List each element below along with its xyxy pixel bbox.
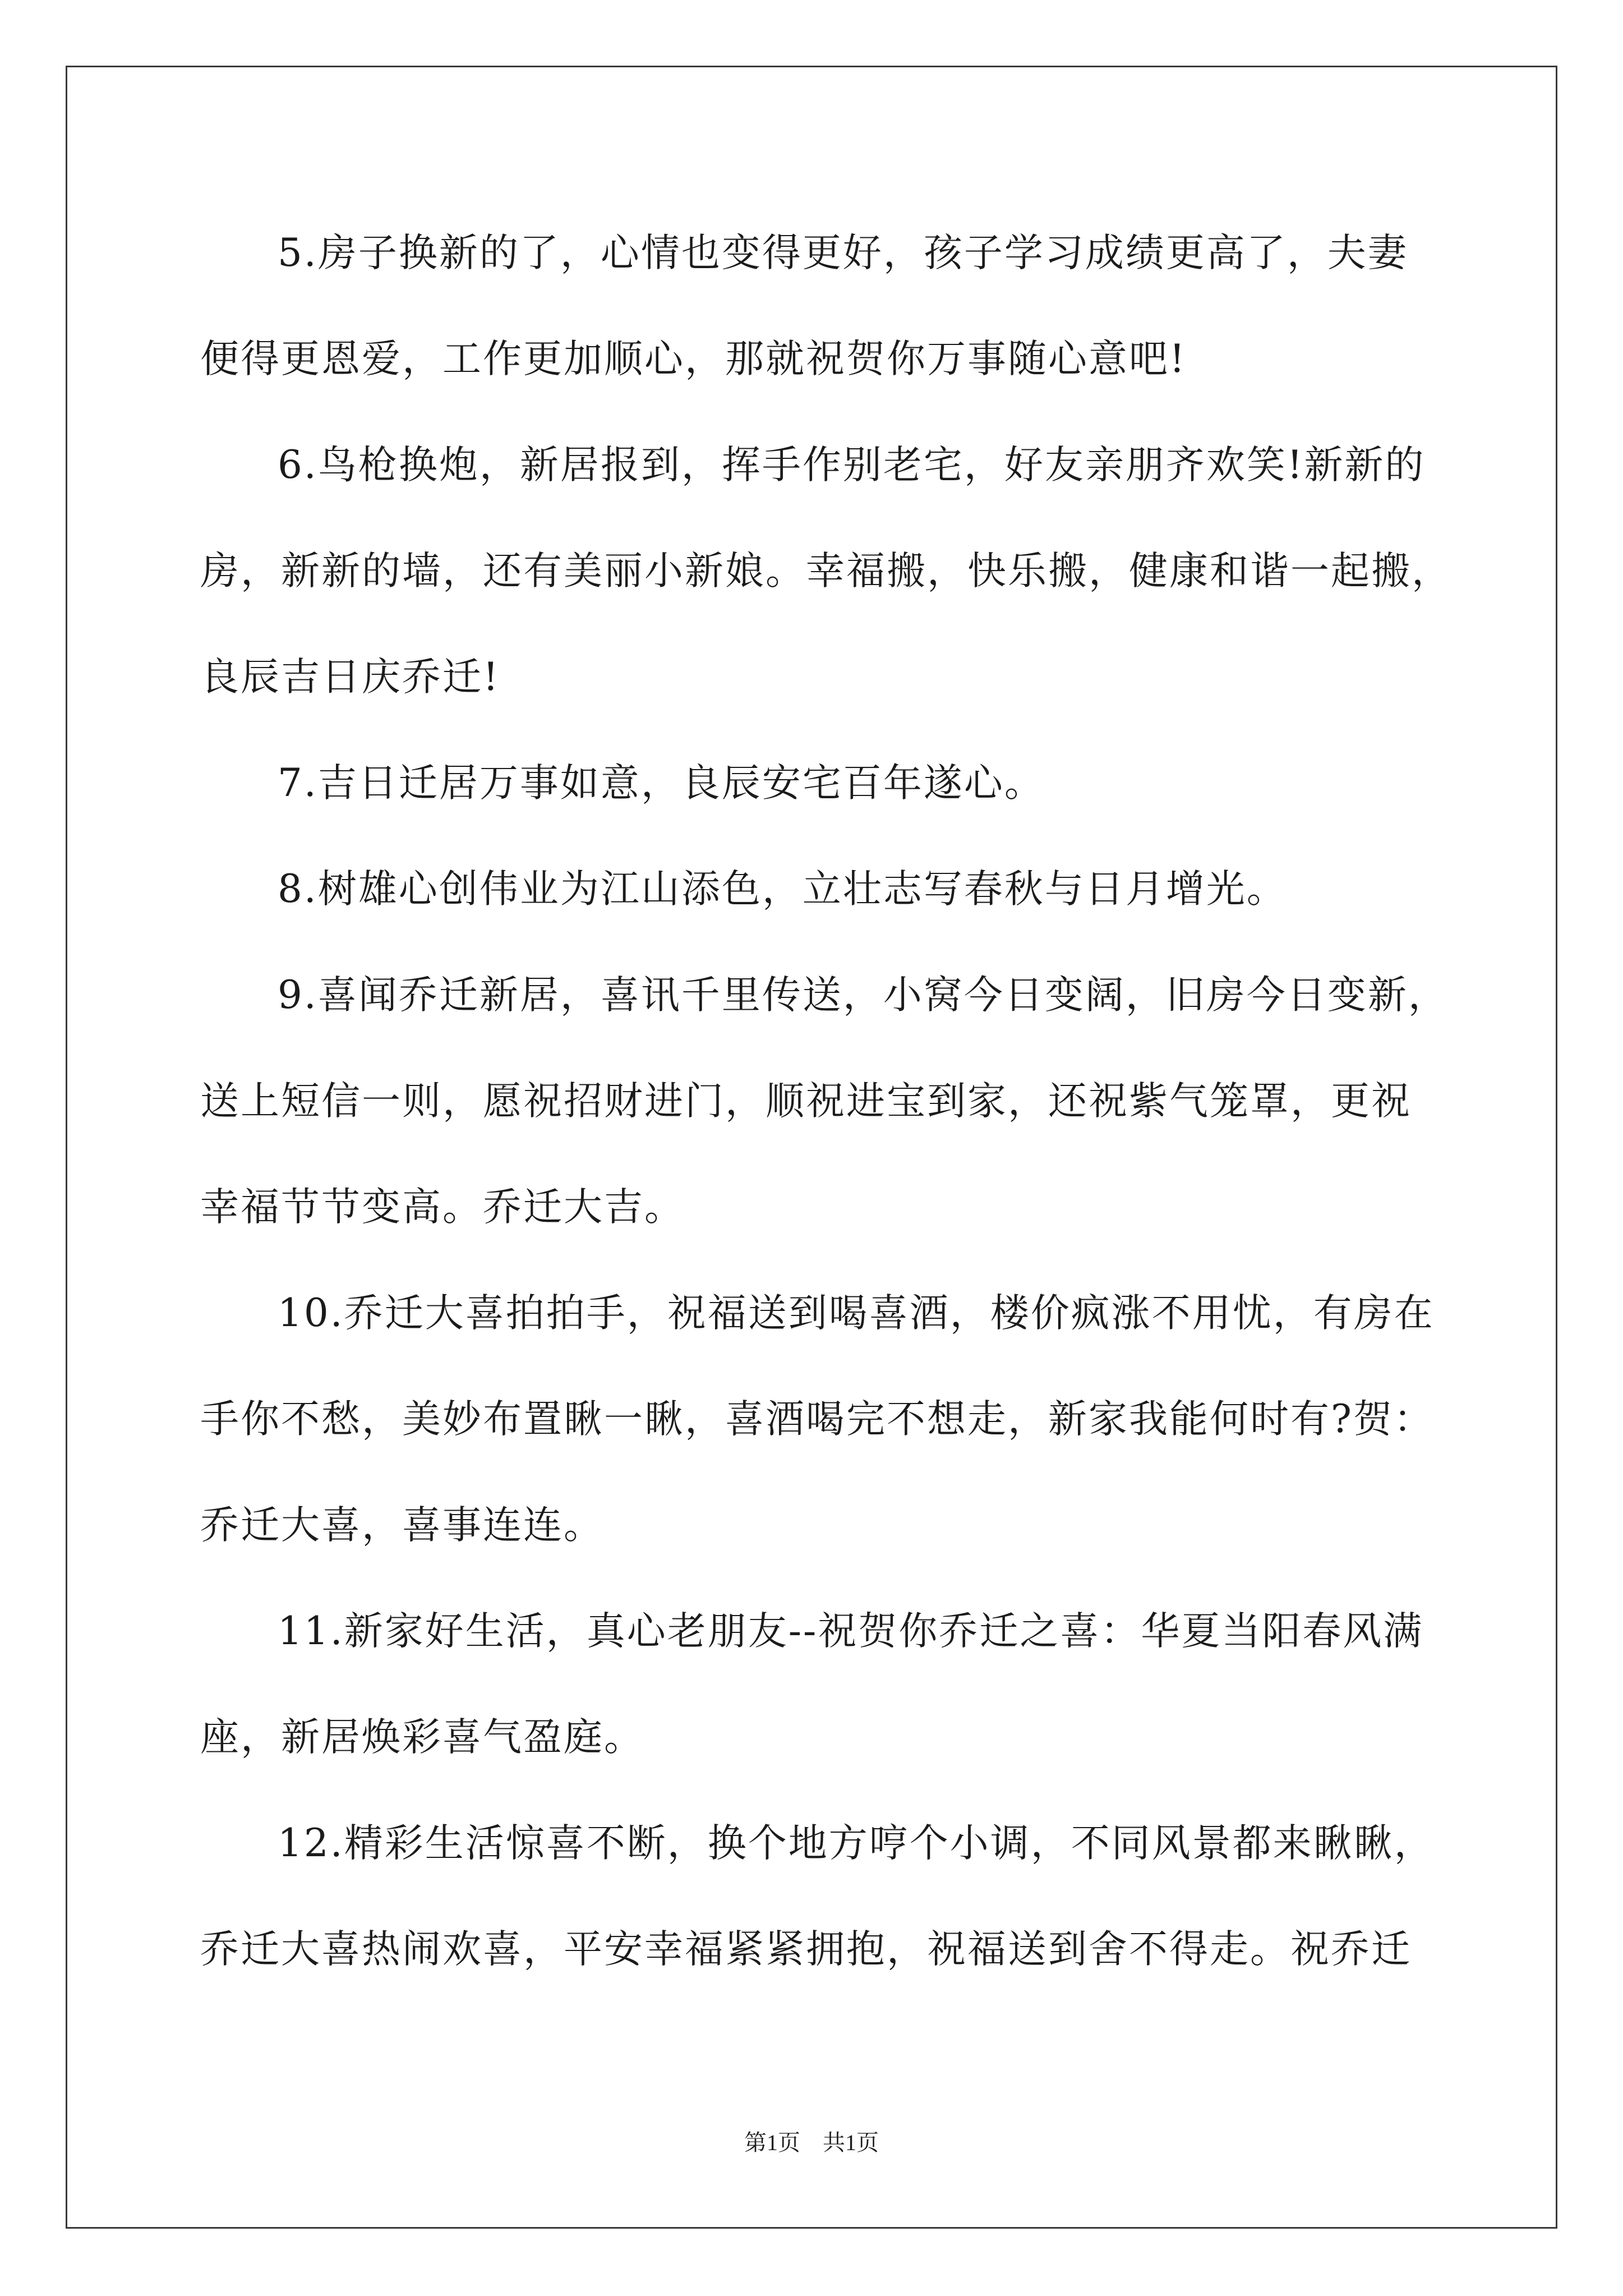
paragraph-line: 便得更恩爱，工作更加顺心，那就祝贺你万事随心意吧! [200,337,1187,381]
paragraph [200,412,1501,730]
page-indicator: 第1页 共1页 [744,2130,879,2155]
paragraph-line: 11.新家好生活，真心老朋友--祝贺你乔迁之喜：华夏当阳春风满 [278,1609,1424,1654]
paragraph-line: 乔迁大喜，喜事连连。 [200,1503,604,1548]
paragraph [200,836,1501,942]
paragraph-line: 幸福节节变高。乔迁大吉。 [200,1185,685,1230]
paragraph-line: 5.房子换新的了，心情也变得更好，孩子学习成绩更高了，夫妻 [278,231,1408,275]
paragraph [200,942,1501,1260]
paragraph-line: 乔迁大喜热闹欢喜，平安幸福紧紧拥抱，祝福送到舍不得走。祝乔迁 [200,1927,1412,1972]
paragraph-line: 座，新居焕彩喜气盈庭。 [200,1715,644,1760]
document-body [200,200,1501,2003]
paragraph [200,1579,1501,1791]
paragraph [200,1260,1501,1579]
paragraph [200,730,1501,836]
paragraph-line: 良辰吉日庆乔迁! [200,655,500,700]
page-footer [0,2126,1623,2160]
paragraph [200,200,1501,412]
paragraph-line: 送上短信一则，愿祝招财进门，顺祝进宝到家，还祝紫气笼罩，更祝 [200,1079,1412,1124]
paragraph-line: 房，新新的墙，还有美丽小新娘。幸福搬，快乐搬，健康和谐一起搬， [200,549,1452,593]
paragraph-line: 8.树雄心创伟业为江山添色，立壮志写春秋与日月增光。 [278,867,1287,912]
paragraph-line: 手你不愁，美妙布置瞅一瞅，喜酒喝完不想走，新家我能何时有?贺： [200,1397,1434,1442]
paragraph-line: 10.乔迁大喜拍拍手，祝福送到喝喜酒，楼价疯涨不用忧，有房在 [278,1291,1435,1336]
paragraph-line: 9.喜闻乔迁新居，喜讯千里传送，小窝今日变阔，旧房今日变新， [278,973,1449,1018]
paragraph-line: 7.吉日迁居万事如意，良辰安宅百年遂心。 [278,761,1045,806]
paragraph-line: 6.鸟枪换炮，新居报到，挥手作别老宅，好友亲朋齐欢笑!新新的 [278,443,1426,487]
paragraph [200,1791,1501,2003]
paragraph-line: 12.精彩生活惊喜不断，换个地方哼个小调，不同风景都来瞅瞅， [278,1821,1435,1866]
